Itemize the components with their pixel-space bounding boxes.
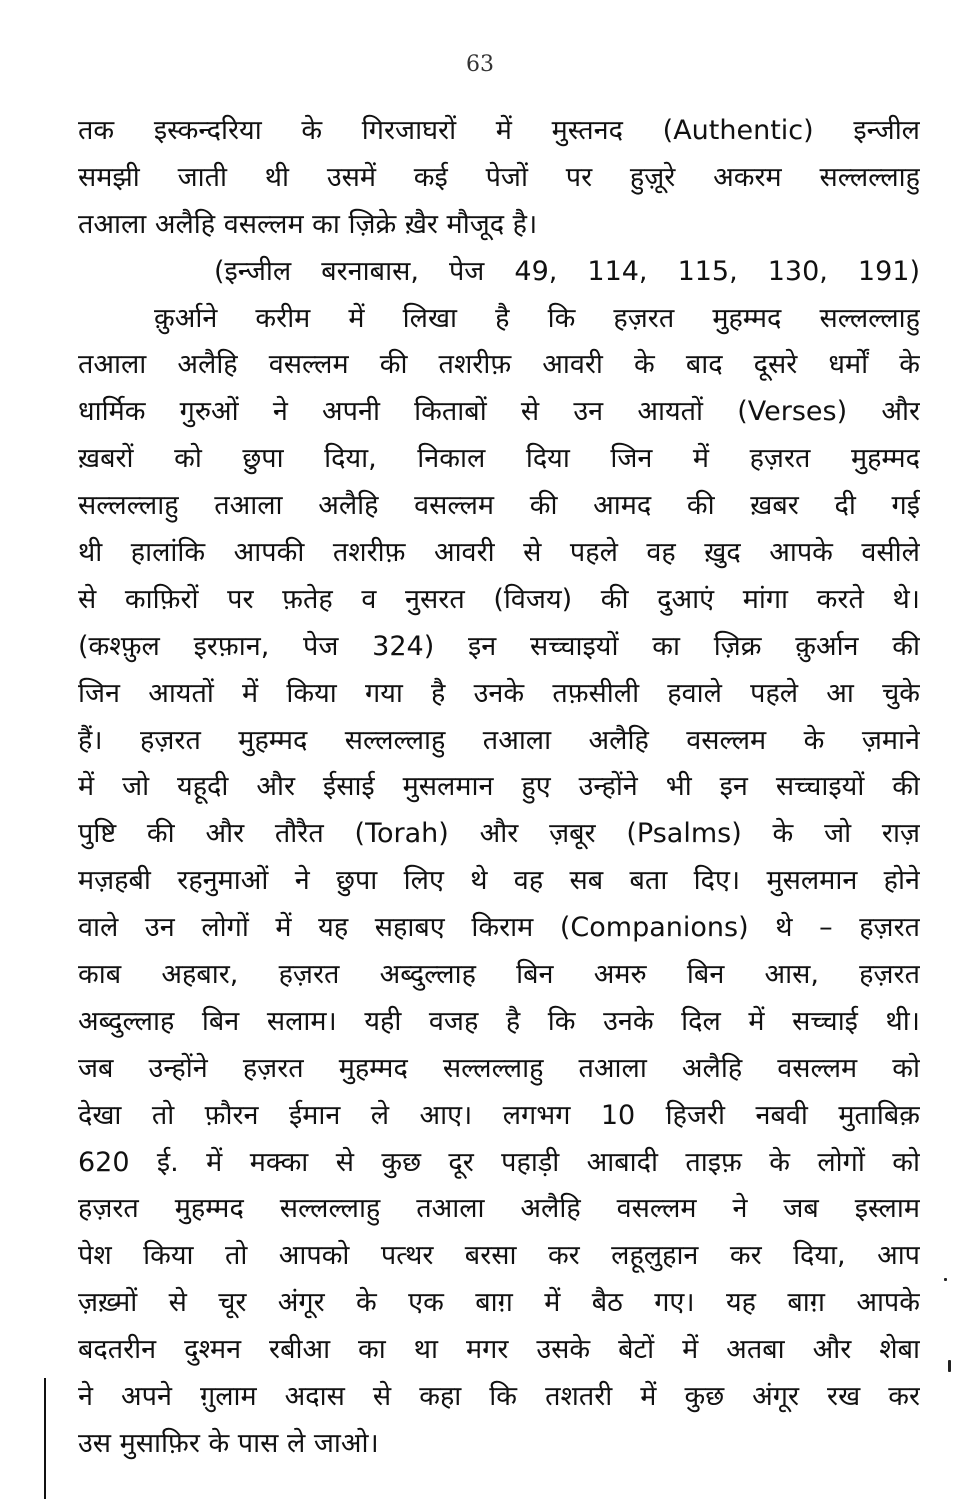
text-line: से काफ़िरों पर फ़तेह व नुसरत (विजय) की दुआएं मांगा करते थे। [78,583,920,615]
text-line: तक इस्कन्दरिया के गिरजाघरों में मुस्तनद (Authentic) इन्जील [78,115,920,146]
text-line: थी हालांकि आपकी तशरीफ़ आवरी से पहले वह ख़ुद आपके वसीले [78,537,920,569]
text-line: मज़हबी रहनुमाओं ने छुपा लिए थे वह सब बता दिए। मुसलमान होने [78,865,920,897]
text-line: हैं। हज़रत मुहम्मद सल्लल्लाहु तआला अलैहि वसल्लम के ज़माने [78,724,920,756]
text-line: धार्मिक गुरुओं ने अपनी किताबों से उन आयतों (Verses) और [78,396,920,428]
text-line: (कश्फ़ुल इरफ़ान, पेज 324) इन सच्चाइयों का ज़िक्र क़ुर्आन की [78,630,920,662]
scan-speck [948,1360,951,1372]
binding-margin-line [44,1378,46,1499]
paragraph-start-line: क़ुर्आने करीम में लिखा है कि हज़रत मुहम्मद सल्लल्लाहु [154,302,920,334]
text-line: 620 ई. में मक्का से कुछ दूर पहाड़ी आबादी ताइफ़ के लोगों को [78,1146,920,1178]
text-line: वाले उन लोगों में यह सहाबए किराम (Companions) थे – हज़रत [78,912,920,944]
text-line: सल्लल्लाहु तआला अलैहि वसल्लम की आमद की ख़बर दी गई [78,490,920,522]
text-line: पुष्टि की और तौरैत (Torah) और ज़बूर (Psalms) के जो राज़ [78,818,920,850]
text-line: काब अहबार, हज़रत अब्दुल्लाह बिन अमरु बिन आस, हज़रत [78,959,920,991]
text-line: जिन आयतों में किया गया है उनके तफ़सीली हवाले पहले आ चुके [78,677,920,709]
text-line: में जो यहूदी और ईसाई मुसलमान हुए उन्होंने भी इन सच्चाइयों की [78,771,920,803]
text-line: अब्दुल्लाह बिन सलाम। यही वजह है कि उनके दिल में सच्चाई थी। [78,1005,920,1037]
scan-speck [944,1278,947,1281]
text-line: हज़रत मुहम्मद सल्लल्लाहु तआला अलैहि वसल्लम ने जब इस्लाम [78,1193,920,1225]
text-line: उस मुसाफ़िर के पास ले जाओ। [78,1427,379,1459]
page-number: 63 [466,52,494,77]
text-line: समझी जाती थी उसमें कई पेजों पर हुज़ूरे अकरम सल्लल्लाहु [78,161,920,193]
text-line: बदतरीन दुश्मन रबीआ का था मगर उसके बेटों में अतबा और शेबा [78,1334,920,1366]
text-line: ने अपने ग़ुलाम अदास से कहा कि तशतरी में कुछ अंगूर रख कर [78,1381,920,1413]
text-line: ज़ख़्मों से चूर अंगूर के एक बाग़ में बैठ गए। यह बाग़ आपके [78,1287,920,1319]
text-line: पेश किया तो आपको पत्थर बरसा कर लहूलुहान कर दिया, आप [78,1240,920,1272]
text-line: ख़बरों को छुपा दिया, निकाल दिया जिन में हज़रत मुहम्मद [78,443,920,475]
text-line: तआला अलैहि वसल्लम का ज़िक्रे ख़ैर मौजूद है। [78,208,538,240]
text-line: तआला अलैहि वसल्लम की तशरीफ़ आवरी के बाद दूसरे धर्मों के [78,349,920,381]
citation-line: (इन्जील बरनाबास, पेज 49, 114, 115, 130, 191) [214,255,920,287]
text-line: जब उन्होंने हज़रत मुहम्मद सल्लल्लाहु तआला अलैहि वसल्लम को [78,1052,920,1084]
text-line: देखा तो फ़ौरन ईमान ले आए। लगभग 10 हिजरी नबवी मुताबिक़ [78,1099,920,1131]
body-text [78,108,920,1468]
